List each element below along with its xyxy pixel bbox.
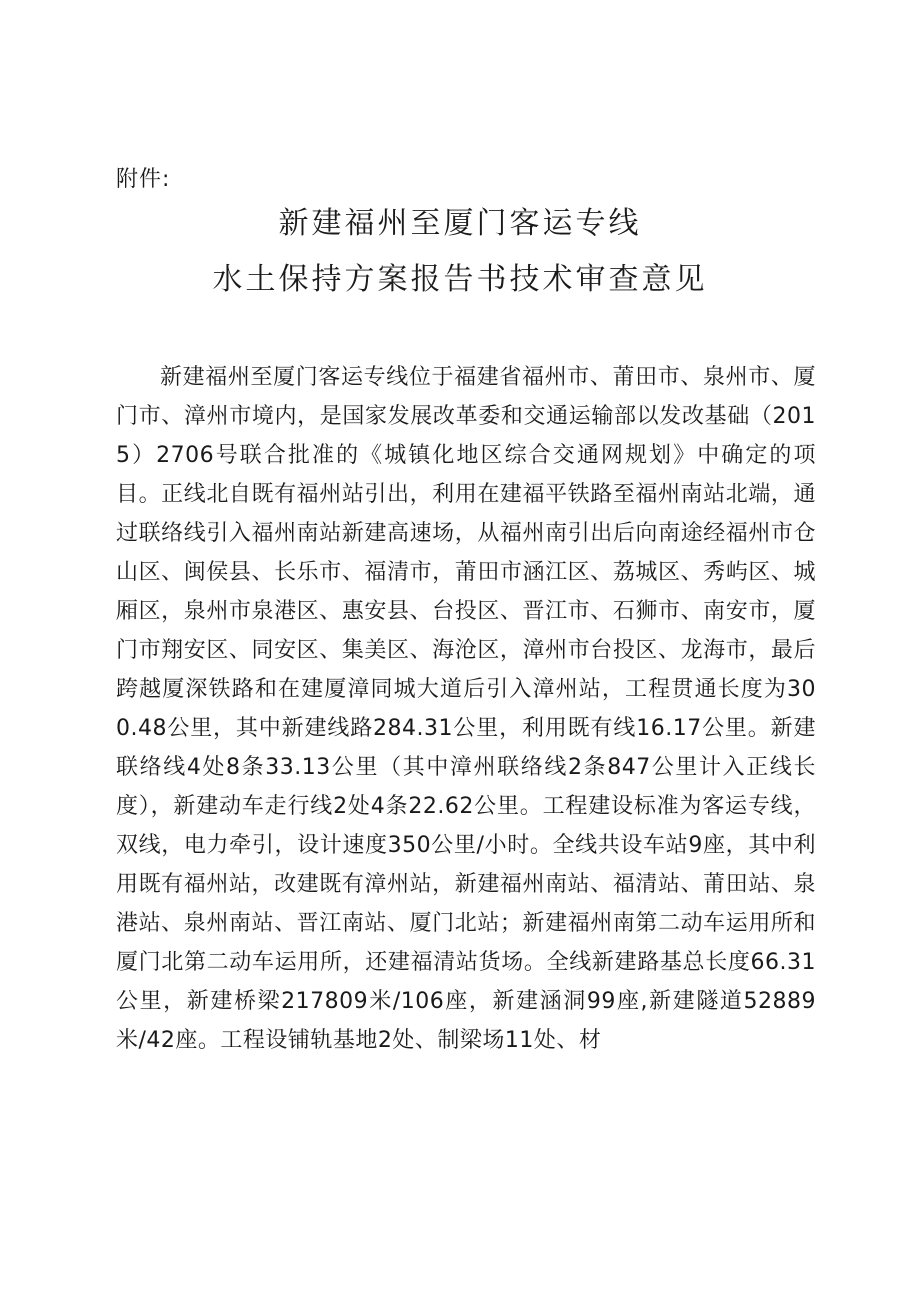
body-paragraph: 新建福州至厦门客运专线位于福建省福州市、莆田市、泉州市、厦门市、漳州市境内，是国家发展改革委和交通运输部以发改基础（2015）2706号联合批准的《城镇化地区综合交通网规划》中确定的项目。正线北自既有福州站引出，利用在建福平铁路至福州南站北端，通过联络线引入福州南站新建高速场，从福州南引出后向南途经福州市仓山区、闽侯县、长乐市、福清市，莆田市涵江区、荔城区、秀屿区、城厢区，泉州市泉港区、惠安县、台投区、晋江市、石狮市、南安市，厦门市翔安区、同安区、集美区、海沧区，漳州市台投区、龙海市，最后跨越厦深铁路和在建厦漳同城大道后引入漳州站，工程贯通长度为300.48公里，其中新建线路284.31公里，利用既有线16.17公里。新建联络线4处8条33.13公里（其中漳州联络线2条847公里计入正线长度），新建动车走行线2处4条22.62公里。工程建设标准为客运专线，双线，电力牵引，设计速度350公里/小时。全线共设车站9座，其中利用既有福州站，改建既有漳州站，新建福州南站、福清站、莆田站、泉港站、泉州南站、晋江南站、厦门北站；新建福州南第二动车运用所和厦门北第二动车运用所，还建福清站货场。全线新建路基总长度66.31公里，新建桥梁217809米/106座，新建涵洞99座,新建隧道52889米/42座。工程设铺轨基地2处、制梁场11处、材 <box>116 365 816 1053</box>
document-title-line-2: 水土保持方案报告书技术审查意见 <box>212 262 708 297</box>
attachment-label: 附件: <box>116 167 171 192</box>
document-title-line-1: 新建福州至厦门客运专线 <box>278 206 642 241</box>
